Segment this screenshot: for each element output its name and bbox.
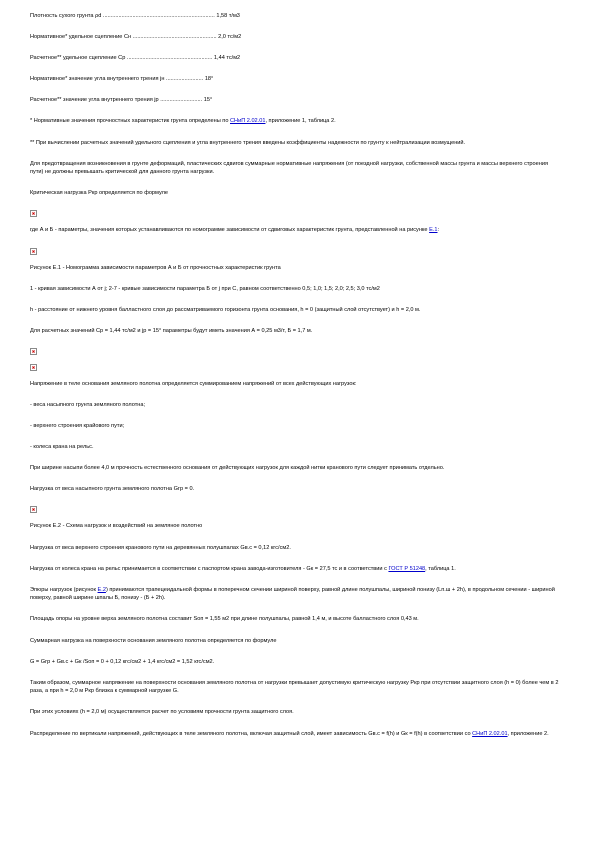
paragraph-deformation: Для предотвращения возникновения в грунте деформаций, пластических сдвигов суммарные нормативные напряжения (от поездной нагрузки, собственной массы грунта и массы верхнего строения пути) не должны превышать критической для данного грунта нагрузки.	[30, 160, 549, 176]
normative-friction-angle-line: Нормативное* значение угла внутреннего трения jн ........................ 18°	[30, 76, 214, 83]
paragraph-conclusion: Таким образом, суммарное напряжение на поверхности основания земляного полотна от нагрузки превышает допустимую критическую нагрузку Ркр при отсутствии защитного слоя (h = 0) более чем в 2 раза, а при h = 2,0 м Ркр близка к суммарной нагрузке G.	[30, 679, 559, 695]
formula-image-icon	[30, 210, 37, 217]
soil-density-line: Плотность сухого грунта ρd ........................................................................ 1,58 т/м3	[30, 13, 240, 19]
paragraph-curves: 1 - кривая зависимости А от j; 2-7 - кривые зависимости параметра Б от j при С, равном соответственно 0,5; 1,0; 1,5; 2,0; 2,5; 3,0 тс/м2	[30, 285, 380, 292]
design-friction-angle-line: Расчетное** значение угла внутреннего трения jр ........................... 15°	[30, 97, 213, 104]
paragraph-soil-weight: Нагрузка от веса насыпного грунта земляного полотна Gгр = 0.	[30, 486, 195, 493]
formula-image-icon	[30, 348, 37, 355]
formula-image-icon	[30, 364, 37, 371]
nomogram-image-icon	[30, 248, 37, 255]
document-body	[30, 12, 560, 751]
normative-cohesion-line: Нормативное* удельное сцепление Сн ...................................................... 2,0 тс/м2	[30, 34, 242, 41]
figure-e2-caption: Рисунок Е.2 - Схема нагрузок и воздействий на земляное полотно	[30, 523, 203, 530]
paragraph-load-diagrams: Эпюры нагрузок (рисунок Е.2) принимаются трапецеидальной формы в поперечном сечении шириной поверху, равной длине полушпалы, шириной понизу (Lп.ш + 2h), в продольном сечении - шириной поверху, равной ширине шпалы Б, понизу - (Б + 2h).	[30, 586, 555, 602]
snip-link[interactable]: СНиП 2.02.01	[472, 730, 508, 737]
figure-e1-link[interactable]: Е.1	[429, 227, 438, 234]
paragraph-wheel-load: Нагрузка от колеса крана на рельс принимается в соответствии с паспортом крана завода-изготовителя - Gк = 27,5 тс и в соответствии с ГОСТ Р 51248, таблица 1.	[30, 565, 456, 572]
paragraph-design-values: Для расчетных значений Ср = 1,44 тс/м2 и jр = 15° параметры будут иметь значения А = 0,25 м3/т, Б = 1,7 м.	[30, 327, 313, 334]
paragraph-h-distance: h - расстояние от нижнего уровня балластного слоя до рассматриваемого горизонта грунта основания, h = 0 (защитный слой отсутствует) и h = 2,0 м.	[30, 306, 421, 313]
paragraph-critical-load: Критическая нагрузка Ркр определяется по формуле	[30, 190, 168, 197]
snip-link[interactable]: СНиП 2.02.01	[230, 118, 266, 125]
design-cohesion-line: Расчетное** удельное сцепление Ср ....................................................... 1,44 тс/м2	[30, 55, 241, 62]
footnote-normative: * Нормативные значения прочностных характеристик грунта определены по СНиП 2.02.01, приложение 1, таблица 2.	[30, 118, 336, 125]
figure-e1-caption: Рисунок Е.1 - Номограмма зависимости параметров А и Б от прочностных характеристик грунта	[30, 264, 281, 271]
formula-total-load: G = Gгр + Gв.с + Gк /Sоп = 0 + 0,12 кгс/см2 + 1,4 кгс/см2 = 1,52 кгс/см2.	[30, 658, 215, 665]
list-item: - верхнего строения крайового пути;	[30, 423, 125, 430]
paragraph-embankment-width: При ширине насыпи более 4,0 м прочность естественного основания от действующих нагрузок для каждой нитки кранового пути следует принимать отдельно.	[30, 465, 445, 472]
list-item: - веса насыпного грунта земляного полотна;	[30, 402, 146, 408]
footnote-design: ** При вычислении расчетных значений удельного сцепления и угла внутреннего трения введены коэффициенты надежности по грунту к нейтрализации возмущений.	[30, 139, 466, 146]
paragraph-distribution: Распределение по вертикали напряжений, действующих в теле земляного полотна, включая защитный слой, имеет зависимость Gв.с = f(h) и Gк = f(h) в соответствии со СНиП 2.02.01, приложение 2.	[30, 730, 549, 737]
scheme-image-icon	[30, 506, 37, 513]
paragraph-track-weight: Нагрузка от веса верхнего строения кранового пути на деревянных полушпалах Gв.с = 0,12 кгс/см2.	[30, 544, 291, 551]
paragraph-conditions: При этих условиях (h = 2,0 м) осуществляется расчет по условиям прочности грунта защитного слоя.	[30, 709, 294, 716]
paragraph-stress-sum: Напряжение в теле основания земляного полотна определяется суммированием напряжений от всех действующих нагрузок:	[30, 380, 357, 387]
gost-link[interactable]: ГОСТ Р 51248	[388, 565, 426, 572]
paragraph-support-area: Площадь опоры на уровне верха земляного полотна составит Sоп = 1,55 м2 при длине полушпалы, равной 1,4 м, и высоте балластного слоя 0,43 м.	[30, 616, 419, 623]
list-item: - колеса крана на рельс.	[30, 444, 94, 451]
paragraph-parameters: где А и Б - параметры, значения которых устанавливаются по номограмме зависимости от сдвиговых характеристик грунта, представленной на рисунке Е.1:	[30, 227, 440, 234]
figure-e2-link[interactable]: Е.2	[97, 586, 106, 593]
paragraph-total-load: Суммарная нагрузка на поверхности основания земляного полотна определяется по формуле	[30, 637, 277, 644]
